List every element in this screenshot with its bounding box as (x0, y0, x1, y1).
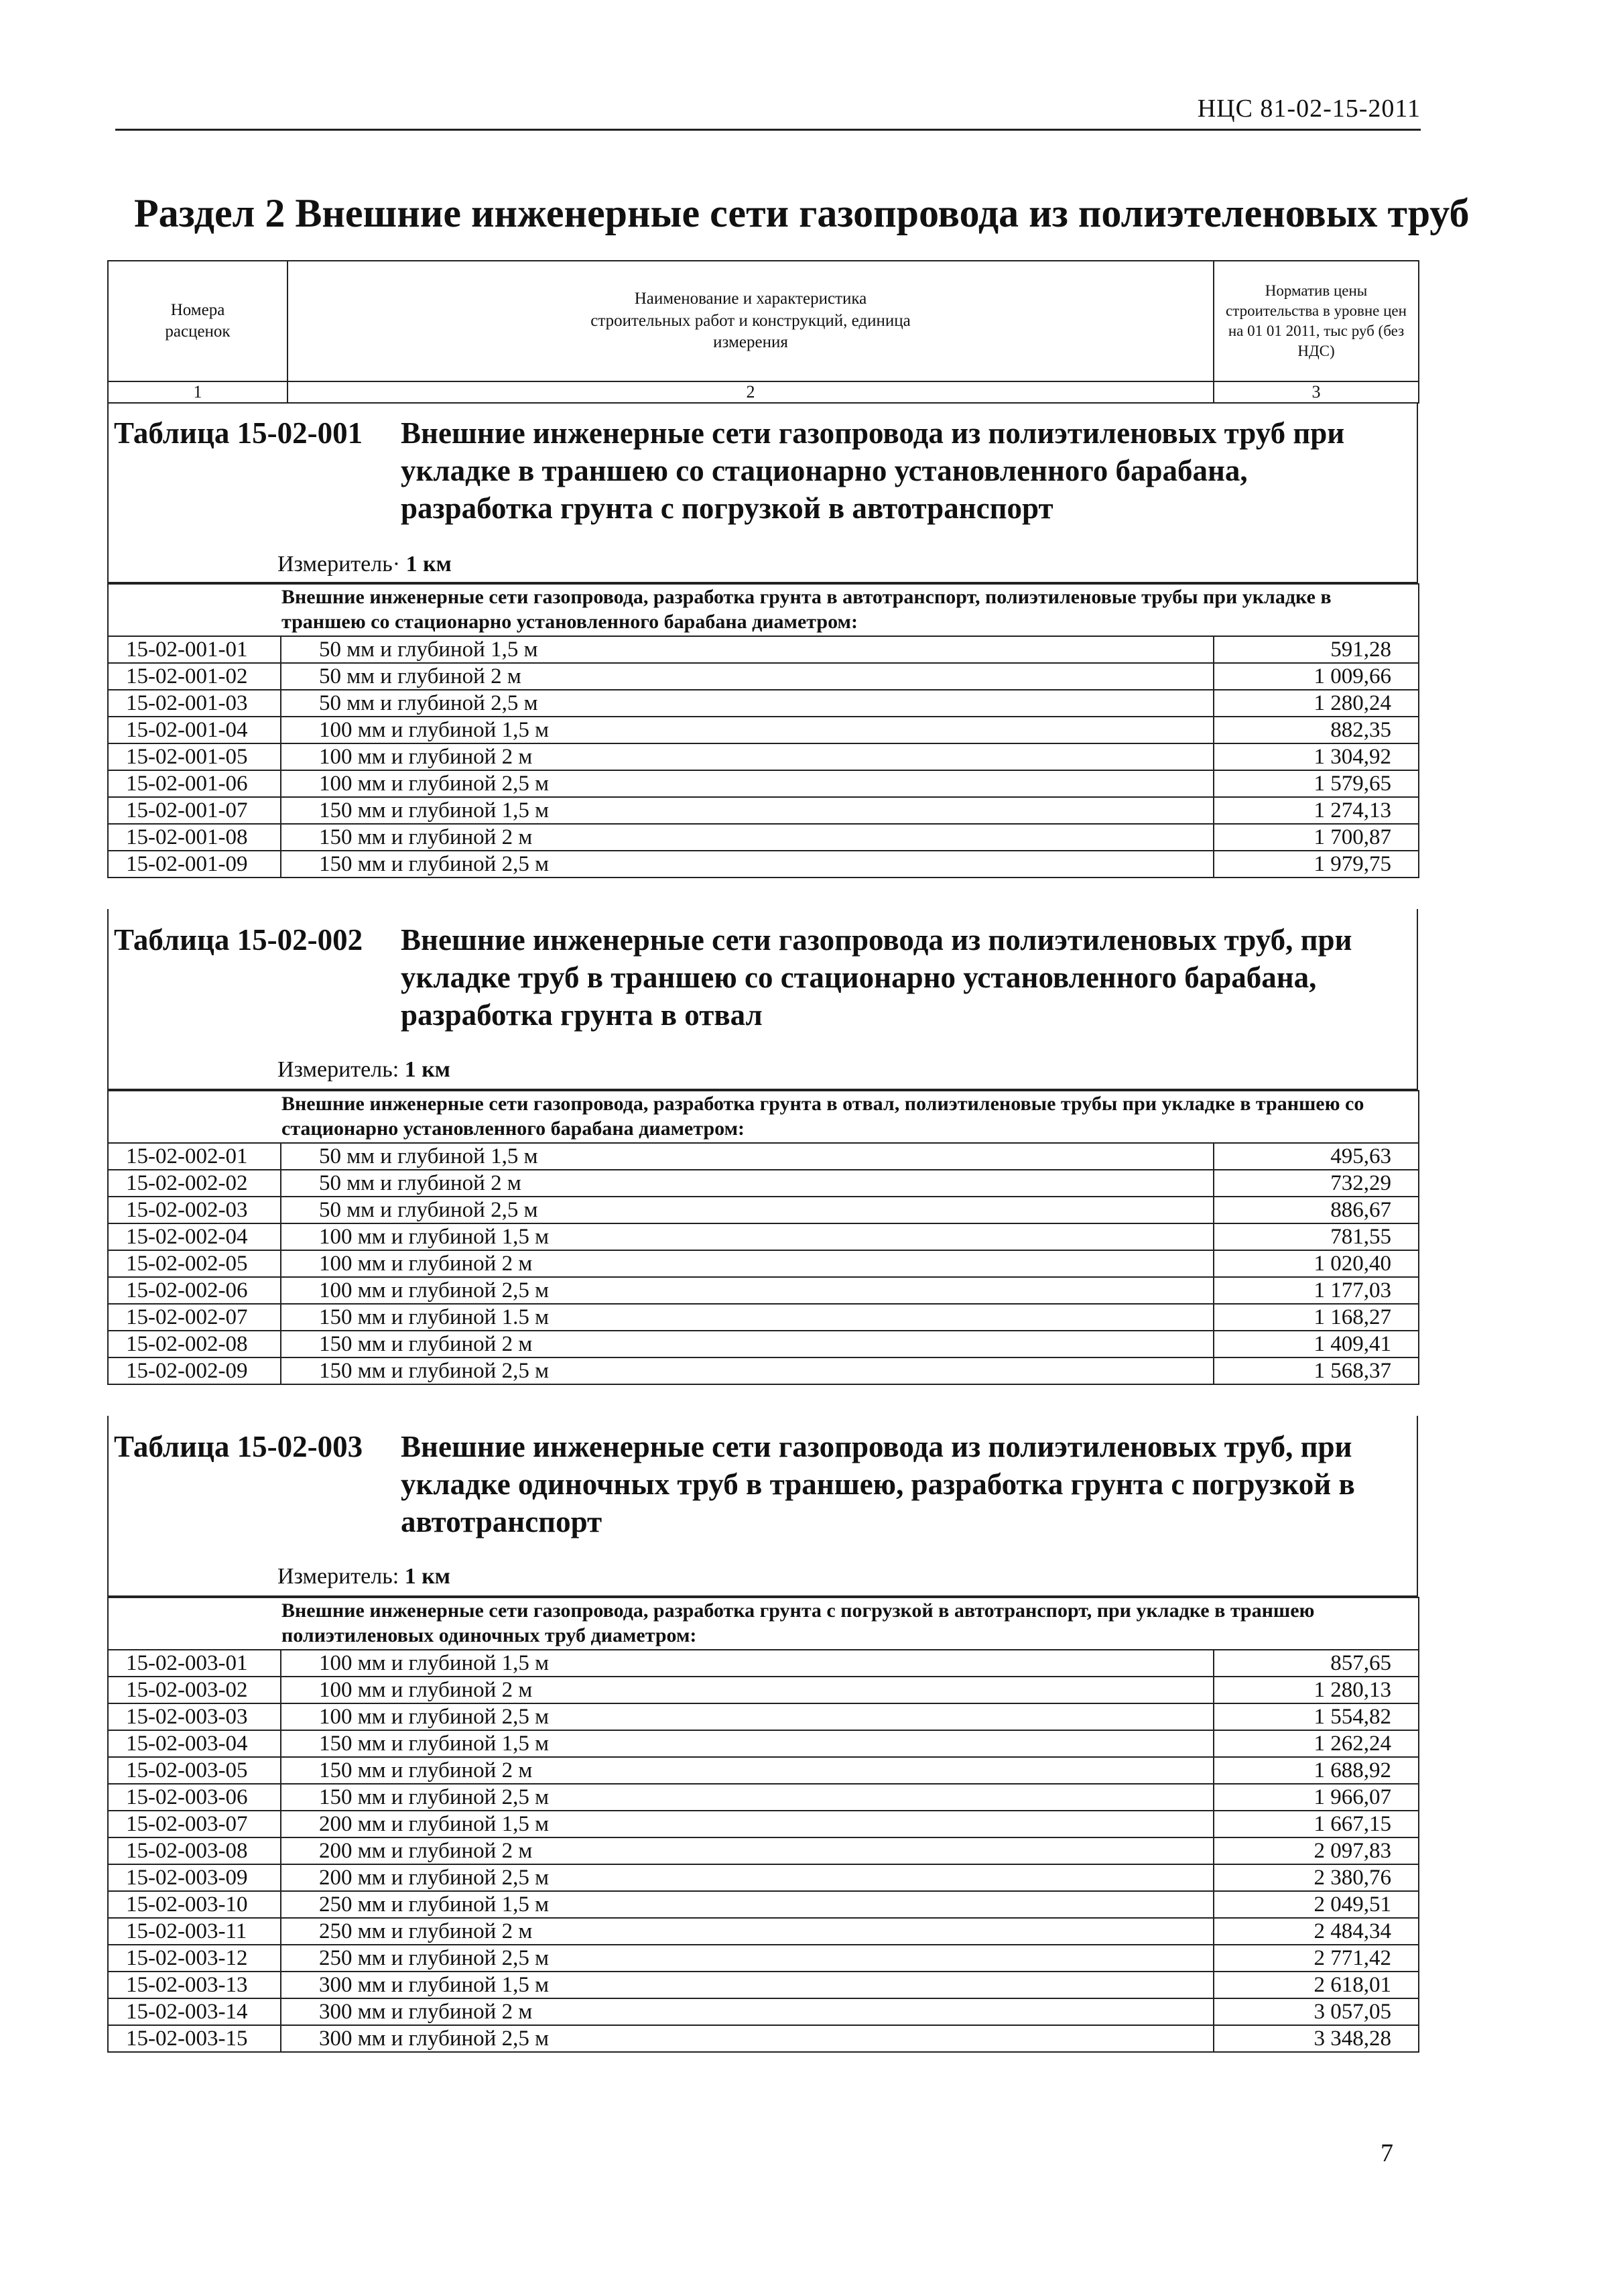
table-row (108, 1784, 1419, 1811)
rate-code: 15-02-003-12 (108, 1945, 281, 1972)
rate-description: 150 мм и глубиной 2 м (281, 1331, 1214, 1357)
col-header-description: Наименование и характеристика строительных работ и конструкций, единица измерения (287, 261, 1214, 381)
table-row (108, 1972, 1419, 1998)
table-row (108, 1277, 1419, 1304)
table-row (108, 851, 1419, 878)
rate-price: 1 979,75 (1214, 851, 1419, 878)
table-row (108, 1837, 1419, 1864)
rate-price: 2 484,34 (1214, 1918, 1419, 1945)
col-header-codes: Номера расценок (108, 261, 287, 381)
rate-price: 2 380,76 (1214, 1864, 1419, 1891)
rate-code: 15-02-003-07 (108, 1811, 281, 1837)
meter-value: 1 км (404, 1057, 450, 1082)
rate-code: 15-02-003-10 (108, 1891, 281, 1918)
rate-description: 50 мм и глубиной 1,5 м (281, 1143, 1214, 1170)
rate-code: 15-02-001-02 (108, 663, 281, 690)
table-1-caption: Внешние инженерные сети газопровода из полиэтиленовых труб при укладке в траншею со стационарно установленного барабана, разработка грунта с погрузкой в автотранспорт (401, 416, 1345, 525)
table-row (108, 1357, 1419, 1384)
rate-description: 250 мм и глубиной 2,5 м (281, 1945, 1214, 1972)
rate-description: 150 мм и глубиной 2,5 м (281, 851, 1214, 878)
table-row (108, 1918, 1419, 1945)
table-row (108, 663, 1419, 690)
table-row (108, 690, 1419, 717)
rate-description: 200 мм и глубиной 2 м (281, 1837, 1214, 1864)
rate-description: 150 мм и глубиной 1,5 м (281, 1730, 1214, 1757)
group-description: Внешние инженерные сети газопровода, разработка грунта в отвал, полиэтиленовые трубы при укладке в траншею со стационарно установленного барабана диаметром: (108, 1091, 1419, 1143)
rate-description: 100 мм и глубиной 2,5 м (281, 1703, 1214, 1730)
rate-description: 50 мм и глубиной 2,5 м (281, 690, 1214, 717)
rate-description: 100 мм и глубиной 2 м (281, 1250, 1214, 1277)
table-row (108, 770, 1419, 797)
meter-label: Измеритель: (277, 1057, 405, 1082)
rate-code: 15-02-003-11 (108, 1918, 281, 1945)
rate-price: 1 700,87 (1214, 824, 1419, 851)
rate-price: 2 097,83 (1214, 1837, 1419, 1864)
column-number-row (108, 381, 1419, 403)
rate-code: 15-02-001-01 (108, 636, 281, 663)
table-3-caption: Внешние инженерные сети газопровода из полиэтиленовых труб, при укладке одиночных труб в траншею, разработка грунта с погрузкой в автотранспорт (401, 1430, 1355, 1538)
rate-description: 50 мм и глубиной 2 м (281, 663, 1214, 690)
rate-code: 15-02-002-05 (108, 1250, 281, 1277)
meter-value: 1 км (404, 1564, 450, 1589)
table-row (108, 1703, 1419, 1730)
rate-price: 1 667,15 (1214, 1811, 1419, 1837)
rate-code: 15-02-001-06 (108, 770, 281, 797)
rate-code: 15-02-002-02 (108, 1170, 281, 1197)
meter-label: Измеритель: (277, 1564, 405, 1589)
rate-price: 1 966,07 (1214, 1784, 1419, 1811)
rate-description: 150 мм и глубиной 2,5 м (281, 1357, 1214, 1384)
table-row (108, 1757, 1419, 1784)
table-2-number: Таблица 15-02-002 (114, 923, 363, 957)
rate-description: 100 мм и глубиной 2 м (281, 1677, 1214, 1703)
rate-description: 200 мм и глубиной 2,5 м (281, 1864, 1214, 1891)
document-code: НЦС 81-02-15-2011 (1197, 95, 1421, 123)
table-row (108, 2025, 1419, 2052)
rate-price: 1 568,37 (1214, 1357, 1419, 1384)
table-1-number: Таблица 15-02-001 (114, 416, 363, 450)
rate-description: 150 мм и глубиной 1,5 м (281, 797, 1214, 824)
table-row (108, 1304, 1419, 1331)
table-row (108, 1331, 1419, 1357)
meter-label: Измеритель· (277, 552, 406, 577)
rate-code: 15-02-003-05 (108, 1757, 281, 1784)
rate-price: 3 348,28 (1214, 2025, 1419, 2052)
group-row (108, 1597, 1419, 1650)
rate-code: 15-02-001-05 (108, 743, 281, 770)
table-2-heading (107, 909, 1418, 1090)
col-number-3: 3 (1214, 381, 1419, 403)
rate-description: 150 мм и глубиной 1.5 м (281, 1304, 1214, 1331)
rate-description: 250 мм и глубиной 1,5 м (281, 1891, 1214, 1918)
col-header-price: Норматив цены строительства в уровне цен на 01 01 2011, тыс руб (без НДС) (1214, 261, 1419, 381)
column-header-row (108, 261, 1419, 381)
table-row (108, 636, 1419, 663)
rate-code: 15-02-002-09 (108, 1357, 281, 1384)
rate-price: 1 009,66 (1214, 663, 1419, 690)
table-row (108, 1998, 1419, 2025)
group-description: Внешние инженерные сети газопровода, разработка грунта в автотранспорт, полиэтиленовые трубы при укладке в траншею со стационарно установленного барабана диаметром: (108, 584, 1419, 636)
rate-code: 15-02-003-01 (108, 1650, 281, 1677)
table-3-number: Таблица 15-02-003 (114, 1430, 363, 1463)
table-row (108, 1730, 1419, 1757)
table-row (108, 1170, 1419, 1197)
rate-code: 15-02-001-08 (108, 824, 281, 851)
rate-price: 591,28 (1214, 636, 1419, 663)
rate-price: 1 304,92 (1214, 743, 1419, 770)
table-row (108, 717, 1419, 743)
group-row (108, 584, 1419, 636)
table-row (108, 1677, 1419, 1703)
rate-code: 15-02-001-09 (108, 851, 281, 878)
rate-code: 15-02-003-06 (108, 1784, 281, 1811)
rate-code: 15-02-002-07 (108, 1304, 281, 1331)
rate-code: 15-02-001-07 (108, 797, 281, 824)
rate-code: 15-02-001-04 (108, 717, 281, 743)
rate-description: 50 мм и глубиной 1,5 м (281, 636, 1214, 663)
rate-price: 495,63 (1214, 1143, 1419, 1170)
table-row (108, 743, 1419, 770)
col-number-1: 1 (108, 381, 287, 403)
rate-price: 1 280,24 (1214, 690, 1419, 717)
rate-description: 100 мм и глубиной 1,5 м (281, 717, 1214, 743)
table-3-heading (107, 1416, 1418, 1597)
table-3-rows (107, 1597, 1419, 2053)
rate-code: 15-02-002-08 (108, 1331, 281, 1357)
group-row (108, 1091, 1419, 1143)
table-1-meter (277, 552, 452, 577)
rate-price: 1 274,13 (1214, 797, 1419, 824)
table-2-rows (107, 1090, 1419, 1385)
rate-description: 100 мм и глубиной 1,5 м (281, 1223, 1214, 1250)
rate-description: 50 мм и глубиной 2 м (281, 1170, 1214, 1197)
rate-description: 300 мм и глубиной 2 м (281, 1998, 1214, 2025)
section-title: Раздел 2 Внешние инженерные сети газопровода из полиэтеленовых труб (134, 191, 1470, 235)
rate-description: 250 мм и глубиной 2 м (281, 1918, 1214, 1945)
rate-price: 1 020,40 (1214, 1250, 1419, 1277)
rate-price: 1 262,24 (1214, 1730, 1419, 1757)
table-row (108, 1891, 1419, 1918)
table-row (108, 824, 1419, 851)
table-row (108, 1811, 1419, 1837)
rate-code: 15-02-003-02 (108, 1677, 281, 1703)
rate-price: 1 688,92 (1214, 1757, 1419, 1784)
table-1-heading (107, 402, 1418, 583)
table-row (108, 1650, 1419, 1677)
rate-description: 300 мм и глубиной 1,5 м (281, 1972, 1214, 1998)
rate-price: 781,55 (1214, 1223, 1419, 1250)
rate-price: 886,67 (1214, 1197, 1419, 1223)
rate-description: 50 мм и глубиной 2,5 м (281, 1197, 1214, 1223)
rate-price: 732,29 (1214, 1170, 1419, 1197)
rate-price: 1 579,65 (1214, 770, 1419, 797)
page-number: 7 (1381, 2139, 1393, 2167)
table-2-meter (277, 1058, 450, 1082)
column-header-table (107, 260, 1419, 404)
rate-price: 1 168,27 (1214, 1304, 1419, 1331)
rate-price: 857,65 (1214, 1650, 1419, 1677)
table-row (108, 1250, 1419, 1277)
col-number-2: 2 (287, 381, 1214, 403)
rate-code: 15-02-003-08 (108, 1837, 281, 1864)
table-3-meter (277, 1565, 450, 1589)
rate-description: 200 мм и глубиной 1,5 м (281, 1811, 1214, 1837)
rate-description: 150 мм и глубиной 2,5 м (281, 1784, 1214, 1811)
rate-price: 1 409,41 (1214, 1331, 1419, 1357)
rate-code: 15-02-003-03 (108, 1703, 281, 1730)
rate-price: 1 177,03 (1214, 1277, 1419, 1304)
rate-price: 1 554,82 (1214, 1703, 1419, 1730)
table-row (108, 797, 1419, 824)
rate-description: 100 мм и глубиной 2,5 м (281, 1277, 1214, 1304)
table-1-rows (107, 583, 1419, 878)
rate-description: 150 мм и глубиной 2 м (281, 824, 1214, 851)
rate-price: 2 771,42 (1214, 1945, 1419, 1972)
table-row (108, 1945, 1419, 1972)
table-row (108, 1864, 1419, 1891)
rate-description: 150 мм и глубиной 2 м (281, 1757, 1214, 1784)
rate-code: 15-02-002-01 (108, 1143, 281, 1170)
table-row (108, 1143, 1419, 1170)
rate-description: 100 мм и глубиной 1,5 м (281, 1650, 1214, 1677)
rate-description: 100 мм и глубиной 2 м (281, 743, 1214, 770)
rate-price: 3 057,05 (1214, 1998, 1419, 2025)
rate-code: 15-02-003-14 (108, 1998, 281, 2025)
table-2-caption: Внешние инженерные сети газопровода из полиэтиленовых труб, при укладке труб в траншею со стационарно установленного барабана, разработка грунта в отвал (401, 923, 1352, 1032)
rate-code: 15-02-001-03 (108, 690, 281, 717)
table-row (108, 1223, 1419, 1250)
group-description: Внешние инженерные сети газопровода, разработка грунта с погрузкой в автотранспорт, при укладке в траншею полиэтиленовых одиночных труб диаметром: (108, 1597, 1419, 1650)
rate-price: 882,35 (1214, 717, 1419, 743)
header-rule (115, 129, 1421, 131)
rate-code: 15-02-002-04 (108, 1223, 281, 1250)
rate-code: 15-02-003-13 (108, 1972, 281, 1998)
rate-price: 1 280,13 (1214, 1677, 1419, 1703)
rate-code: 15-02-002-06 (108, 1277, 281, 1304)
rate-price: 2 618,01 (1214, 1972, 1419, 1998)
table-row (108, 1197, 1419, 1223)
rate-code: 15-02-003-15 (108, 2025, 281, 2052)
rate-code: 15-02-002-03 (108, 1197, 281, 1223)
rate-price: 2 049,51 (1214, 1891, 1419, 1918)
rate-description: 300 мм и глубиной 2,5 м (281, 2025, 1214, 2052)
meter-value: 1 км (405, 552, 452, 577)
rate-code: 15-02-003-04 (108, 1730, 281, 1757)
rate-description: 100 мм и глубиной 2,5 м (281, 770, 1214, 797)
rate-code: 15-02-003-09 (108, 1864, 281, 1891)
